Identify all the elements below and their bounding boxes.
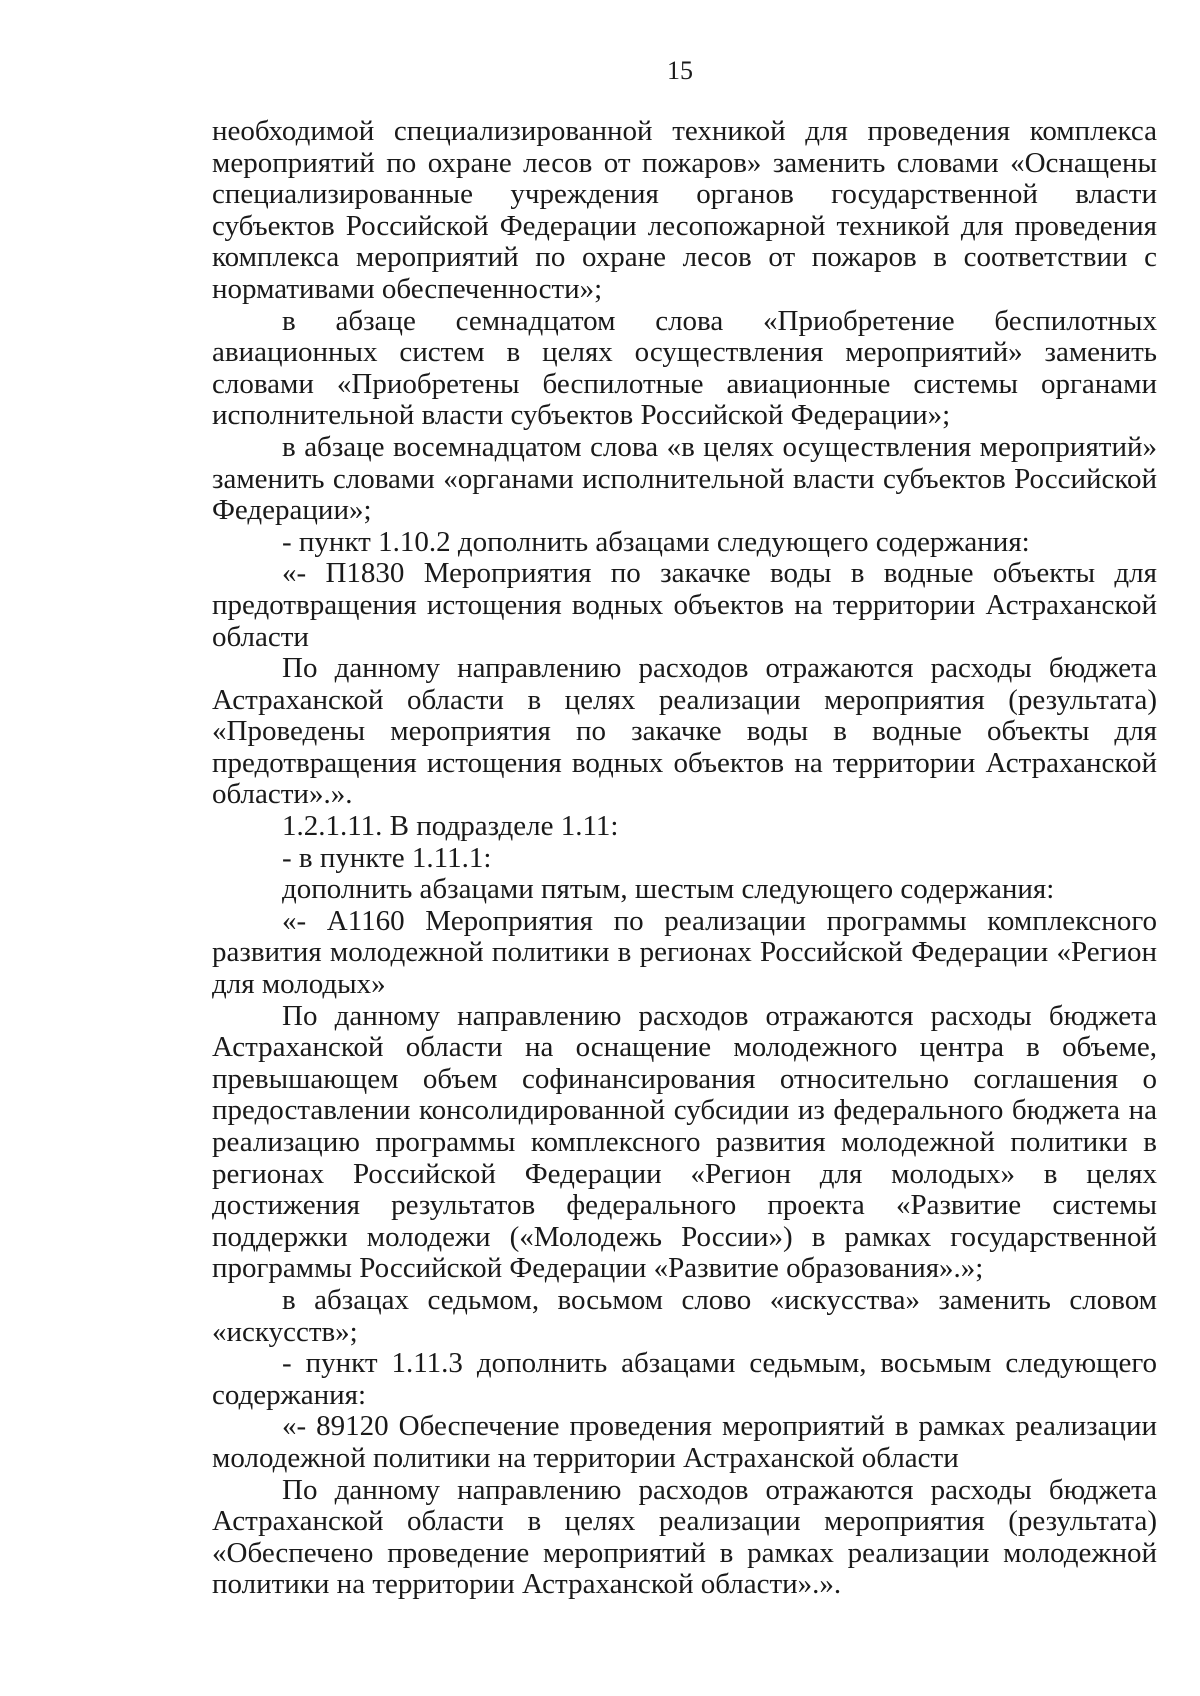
paragraph: По данному направлению расходов отражаются расходы бюджета Астраханской области в целях реализации мероприятия (результата) «Обеспечено проведение мероприятий в рамках реализации молодежной политики на территории Астраханской области».».	[212, 1473, 1157, 1601]
paragraph: По данному направлению расходов отражаются расходы бюджета Астраханской области на оснащение молодежного центра в объеме, превышающем объем софинансирования относительно соглашения о предоставлении консолидированной субсидии из федерального бюджета на реализацию программы комплексного развития молодежной политики в регионах Российской Федерации «Регион для молодых» в целях достижения результатов федерального проекта «Развитие системы поддержки молодежи («Молодежь России») в рамках государственной программы Российской Федерации «Развитие образования».»;	[212, 999, 1157, 1285]
paragraph: По данному направлению расходов отражаются расходы бюджета Астраханской области в целях реализации мероприятия (результата) «Проведены мероприятия по закачке воды в водные объекты для предотвращения истощения водных объектов на территории Астраханской области».».	[212, 652, 1157, 811]
paragraph: в абзацах седьмом, восьмом слово «искусства» заменить словом «искусств»;	[212, 1283, 1157, 1348]
paragraph: в абзаце восемнадцатом слова «в целях осуществления мероприятий» заменить словами «органами исполнительной власти субъектов Российской Федерации»;	[212, 430, 1157, 527]
document-body	[212, 116, 1157, 1601]
paragraph: «- А1160 Мероприятия по реализации программы комплексного развития молодежной политики в регионах Российской Федерации «Регион для молодых»	[212, 904, 1157, 1001]
page-number: 15	[667, 56, 693, 85]
paragraph: «- П1830 Мероприятия по закачке воды в водные объекты для предотвращения истощения водных объектов на территории Астраханской области	[212, 557, 1157, 653]
paragraph: в абзаце семнадцатом слова «Приобретение беспилотных авиационных систем в целях осуществления мероприятий» заменить словами «Приобретены беспилотные авиационные системы органами исполнительной власти субъектов Российской Федерации»;	[212, 304, 1157, 432]
paragraph: 1.2.1.11. В подразделе 1.11:	[282, 810, 619, 843]
paragraph: - пункт 1.10.2 дополнить абзацами следующего содержания:	[282, 525, 1030, 558]
paragraph: «- 89120 Обеспечение проведения мероприятий в рамках реализации молодежной политики на территории Астраханской области	[212, 1410, 1157, 1474]
paragraph: - пункт 1.11.3 дополнить абзацами седьмым, восьмым следующего содержания:	[212, 1347, 1157, 1411]
paragraph: дополнить абзацами пятым, шестым следующего содержания:	[282, 873, 1055, 906]
paragraph: необходимой специализированной техникой для проведения комплекса мероприятий по охране лесов от пожаров» заменить словами «Оснащены специализированные учреждения органов государственной власти субъектов Российской Федерации лесопожарной техникой для проведения комплекса мероприятий по охране лесов от пожаров в соответствии с нормативами обеспеченности»;	[212, 115, 1157, 305]
paragraph: - в пункте 1.11.1:	[282, 841, 492, 874]
